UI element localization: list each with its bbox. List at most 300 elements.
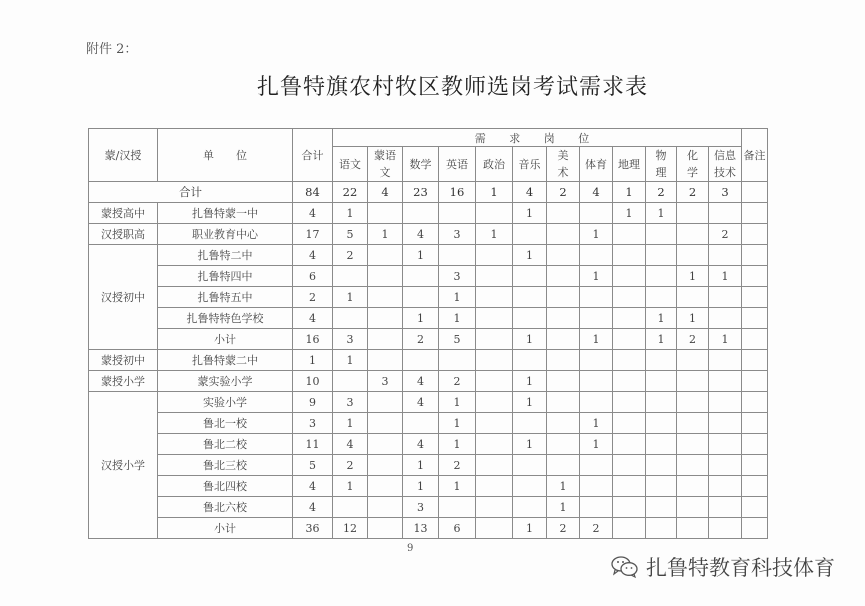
cell: 1 [439, 308, 476, 329]
table-row [89, 497, 768, 518]
cell-remark [742, 287, 768, 308]
cell: 1 [403, 476, 439, 497]
cell-remark [742, 497, 768, 518]
cell: 1 [439, 287, 476, 308]
cell [476, 413, 513, 434]
cell: 1 [368, 224, 403, 245]
cell-type: 汉授职高 [89, 224, 158, 245]
cell [368, 350, 403, 371]
cell-remark [742, 245, 768, 266]
cell [646, 413, 677, 434]
cell [513, 413, 547, 434]
cell [580, 203, 613, 224]
cell: 1 [677, 266, 709, 287]
cell: 1 [513, 434, 547, 455]
cell-remark [742, 392, 768, 413]
cell [547, 434, 580, 455]
cell: 2 [709, 224, 742, 245]
cell-remark [742, 371, 768, 392]
cell-total: 4 [293, 203, 333, 224]
cell: 4 [333, 434, 368, 455]
cell: 3 [439, 266, 476, 287]
header-subject-it: 信息技术 [709, 147, 742, 182]
cell [613, 434, 646, 455]
document-title: 扎鲁特旗农村牧区教师选岗考试需求表 [256, 75, 648, 100]
cell [513, 224, 547, 245]
header-subject-art: 美术 [547, 147, 580, 182]
header-subject-geography: 地理 [613, 147, 646, 182]
cell [547, 203, 580, 224]
cell-unit: 扎鲁特蒙二中 [158, 350, 293, 371]
cell: 1 [333, 350, 368, 371]
cell-total: 6 [293, 266, 333, 287]
cell [513, 287, 547, 308]
cell [709, 497, 742, 518]
cell [677, 455, 709, 476]
cell [403, 287, 439, 308]
cell: 3 [333, 392, 368, 413]
cell-remark [742, 182, 768, 203]
cell [646, 434, 677, 455]
cell: 1 [333, 203, 368, 224]
cell: 1 [646, 203, 677, 224]
cell [547, 308, 580, 329]
table-row [89, 350, 768, 371]
cell: 22 [333, 182, 368, 203]
cell [547, 287, 580, 308]
cell [368, 266, 403, 287]
cell [580, 476, 613, 497]
cell: 1 [709, 329, 742, 350]
cell: 1 [513, 392, 547, 413]
cell [709, 245, 742, 266]
cell-total: 9 [293, 392, 333, 413]
cell: 4 [368, 182, 403, 203]
cell: 2 [403, 329, 439, 350]
cell-unit: 鲁北三校 [158, 455, 293, 476]
cell [677, 203, 709, 224]
table-row [89, 434, 768, 455]
cell-unit: 扎鲁特四中 [158, 266, 293, 287]
cell-remark [742, 350, 768, 371]
cell [513, 350, 547, 371]
cell: 5 [333, 224, 368, 245]
table-row [89, 224, 768, 245]
cell [646, 287, 677, 308]
cell-total: 36 [293, 518, 333, 539]
cell: 3 [333, 329, 368, 350]
cell [613, 308, 646, 329]
cell-total: 4 [293, 308, 333, 329]
cell-unit: 职业教育中心 [158, 224, 293, 245]
cell [547, 350, 580, 371]
cell [403, 350, 439, 371]
cell [613, 371, 646, 392]
cell-remark [742, 266, 768, 287]
header-total: 合计 [293, 129, 333, 182]
header-subject-physics: 物理 [646, 147, 677, 182]
table-row [89, 203, 768, 224]
cell-remark [742, 476, 768, 497]
cell [513, 266, 547, 287]
cell [439, 245, 476, 266]
cell: 1 [547, 497, 580, 518]
cell: 4 [403, 371, 439, 392]
table-row [89, 413, 768, 434]
cell: 1 [580, 224, 613, 245]
cell: 1 [333, 413, 368, 434]
cell: 1 [580, 329, 613, 350]
cell-total: 4 [293, 245, 333, 266]
cell [476, 329, 513, 350]
header-subject-music: 音乐 [513, 147, 547, 182]
cell-total: 1 [293, 350, 333, 371]
cell-unit: 扎鲁特特色学校 [158, 308, 293, 329]
cell-total: 17 [293, 224, 333, 245]
cell: 1 [439, 392, 476, 413]
cell [646, 497, 677, 518]
cell [476, 287, 513, 308]
cell: 1 [513, 203, 547, 224]
cell: 2 [439, 455, 476, 476]
cell [368, 413, 403, 434]
cell-remark [742, 455, 768, 476]
cell [476, 245, 513, 266]
cell: 2 [580, 518, 613, 539]
cell [547, 392, 580, 413]
cell [368, 518, 403, 539]
cell-unit: 鲁北六校 [158, 497, 293, 518]
cell: 2 [333, 245, 368, 266]
cell-remark [742, 224, 768, 245]
cell [709, 392, 742, 413]
cell: 4 [403, 224, 439, 245]
cell: 1 [677, 308, 709, 329]
cell [513, 308, 547, 329]
table-row [89, 392, 768, 413]
cell [476, 266, 513, 287]
cell [333, 497, 368, 518]
cell: 3 [439, 224, 476, 245]
page-number: 9 [407, 543, 414, 554]
cell [513, 455, 547, 476]
cell-total: 4 [293, 476, 333, 497]
cell-unit: 扎鲁特蒙一中 [158, 203, 293, 224]
cell-unit: 小计 [158, 329, 293, 350]
cell [646, 266, 677, 287]
cell [368, 476, 403, 497]
cell [368, 329, 403, 350]
cell: 13 [403, 518, 439, 539]
cell-remark [742, 203, 768, 224]
cell [709, 287, 742, 308]
cell [547, 224, 580, 245]
cell [646, 350, 677, 371]
cell [677, 413, 709, 434]
cell [547, 371, 580, 392]
cell-remark [742, 518, 768, 539]
cell: 1 [439, 476, 476, 497]
cell: 1 [580, 413, 613, 434]
cell [646, 224, 677, 245]
cell [439, 350, 476, 371]
cell-unit: 小计 [158, 518, 293, 539]
cell [613, 476, 646, 497]
cell [613, 287, 646, 308]
cell [580, 287, 613, 308]
cell [580, 392, 613, 413]
cell [513, 476, 547, 497]
cell [580, 455, 613, 476]
cell [677, 350, 709, 371]
header-subject-chemistry: 化学 [677, 147, 709, 182]
cell: 2 [333, 455, 368, 476]
cell-unit: 鲁北四校 [158, 476, 293, 497]
cell: 16 [439, 182, 476, 203]
cell [580, 350, 613, 371]
cell [547, 245, 580, 266]
cell: 12 [333, 518, 368, 539]
cell: 3 [368, 371, 403, 392]
cell [677, 392, 709, 413]
cell-unit: 鲁北一校 [158, 413, 293, 434]
cell [709, 308, 742, 329]
cell [709, 455, 742, 476]
grand-total-label: 合计 [89, 182, 293, 203]
cell-type: 蒙授初中 [89, 350, 158, 371]
cell [613, 350, 646, 371]
cell: 1 [613, 203, 646, 224]
cell: 3 [709, 182, 742, 203]
cell [613, 224, 646, 245]
cell: 1 [613, 182, 646, 203]
cell: 1 [547, 476, 580, 497]
cell [476, 476, 513, 497]
cell: 1 [439, 413, 476, 434]
table-row [89, 308, 768, 329]
cell-remark [742, 308, 768, 329]
cell-total: 10 [293, 371, 333, 392]
cell: 2 [547, 518, 580, 539]
attachment-label: 附件 2： [86, 42, 138, 57]
cell-total: 5 [293, 455, 333, 476]
header-subject-politics: 政治 [476, 147, 513, 182]
cell [613, 245, 646, 266]
cell-remark [742, 413, 768, 434]
cell: 1 [513, 245, 547, 266]
cell [709, 518, 742, 539]
cell [547, 266, 580, 287]
cell [677, 245, 709, 266]
cell: 1 [709, 266, 742, 287]
cell [613, 455, 646, 476]
cell: 1 [513, 371, 547, 392]
cell [677, 434, 709, 455]
cell [613, 392, 646, 413]
cell: 4 [580, 182, 613, 203]
cell: 1 [403, 455, 439, 476]
cell [476, 497, 513, 518]
cell: 1 [580, 266, 613, 287]
header-demand-group: 需 求 岗 位 [333, 129, 742, 147]
cell-type: 蒙授小学 [89, 371, 158, 392]
cell: 1 [513, 329, 547, 350]
cell [646, 245, 677, 266]
cell [476, 518, 513, 539]
grand-total-row [89, 182, 768, 203]
cell [613, 266, 646, 287]
cell: 3 [403, 497, 439, 518]
header-unit: 单 位 [158, 129, 293, 182]
cell: 1 [333, 476, 368, 497]
cell: 4 [403, 434, 439, 455]
cell [646, 476, 677, 497]
cell [476, 350, 513, 371]
cell [368, 434, 403, 455]
cell: 1 [403, 245, 439, 266]
cell-unit: 扎鲁特五中 [158, 287, 293, 308]
cell-unit: 实验小学 [158, 392, 293, 413]
table-row [89, 287, 768, 308]
cell-type: 汉授小学 [89, 392, 158, 539]
table-row [89, 266, 768, 287]
cell-total: 11 [293, 434, 333, 455]
cell: 5 [439, 329, 476, 350]
subtotal-row [89, 518, 768, 539]
cell [333, 266, 368, 287]
cell [547, 329, 580, 350]
cell [709, 476, 742, 497]
cell [580, 245, 613, 266]
cell: 4 [403, 392, 439, 413]
cell [613, 413, 646, 434]
cell [709, 371, 742, 392]
cell [677, 476, 709, 497]
header-subject-math: 数学 [403, 147, 439, 182]
subtotal-row [89, 329, 768, 350]
cell: 1 [476, 182, 513, 203]
cell: 1 [439, 434, 476, 455]
header-subject-english: 英语 [439, 147, 476, 182]
cell [513, 497, 547, 518]
cell [368, 287, 403, 308]
cell [439, 497, 476, 518]
watermark [610, 552, 835, 582]
demand-table [88, 128, 768, 539]
cell: 2 [646, 182, 677, 203]
cell [547, 413, 580, 434]
cell [646, 455, 677, 476]
cell-unit: 扎鲁特二中 [158, 245, 293, 266]
cell: 1 [646, 329, 677, 350]
cell [333, 371, 368, 392]
cell-total: 16 [293, 329, 333, 350]
cell [677, 224, 709, 245]
cell [368, 308, 403, 329]
cell: 1 [580, 434, 613, 455]
watermark-text: 扎鲁特教育科技体育 [646, 556, 835, 580]
header-remark: 备注 [742, 129, 768, 182]
cell-total: 84 [293, 182, 333, 203]
cell [646, 371, 677, 392]
cell [368, 497, 403, 518]
cell: 1 [333, 287, 368, 308]
cell [368, 455, 403, 476]
cell [368, 203, 403, 224]
cell-remark [742, 434, 768, 455]
table-row [89, 245, 768, 266]
cell: 1 [646, 308, 677, 329]
cell [368, 245, 403, 266]
cell [677, 287, 709, 308]
cell [403, 266, 439, 287]
cell [580, 497, 613, 518]
cell [613, 497, 646, 518]
header-subject-pe: 体育 [580, 147, 613, 182]
cell [476, 455, 513, 476]
cell [709, 434, 742, 455]
cell [613, 329, 646, 350]
cell: 2 [677, 329, 709, 350]
cell [476, 434, 513, 455]
cell [580, 308, 613, 329]
cell [646, 518, 677, 539]
cell [709, 203, 742, 224]
cell [613, 518, 646, 539]
cell: 4 [513, 182, 547, 203]
header-subject-mongolian: 蒙语文 [368, 147, 403, 182]
cell [439, 203, 476, 224]
cell: 1 [476, 224, 513, 245]
cell: 23 [403, 182, 439, 203]
cell: 2 [677, 182, 709, 203]
cell [547, 455, 580, 476]
cell: 1 [403, 308, 439, 329]
cell-unit: 蒙实验小学 [158, 371, 293, 392]
cell: 2 [439, 371, 476, 392]
cell [646, 392, 677, 413]
header-type: 蒙/汉授 [89, 129, 158, 182]
table-row [89, 476, 768, 497]
cell-type: 蒙授高中 [89, 203, 158, 224]
cell [677, 497, 709, 518]
cell-unit: 鲁北二校 [158, 434, 293, 455]
cell [476, 371, 513, 392]
cell: 6 [439, 518, 476, 539]
cell-remark [742, 329, 768, 350]
cell: 2 [547, 182, 580, 203]
cell [580, 371, 613, 392]
cell [333, 308, 368, 329]
cell [476, 308, 513, 329]
cell [403, 203, 439, 224]
cell-total: 4 [293, 497, 333, 518]
cell [368, 392, 403, 413]
cell-total: 2 [293, 287, 333, 308]
wechat-icon [610, 555, 640, 579]
cell-type: 汉授初中 [89, 245, 158, 350]
cell [677, 371, 709, 392]
cell [476, 392, 513, 413]
cell: 1 [513, 518, 547, 539]
header-subject-chinese: 语文 [333, 147, 368, 182]
cell [709, 413, 742, 434]
table-row [89, 455, 768, 476]
table-row [89, 371, 768, 392]
cell [476, 203, 513, 224]
cell-total: 3 [293, 413, 333, 434]
cell [403, 413, 439, 434]
